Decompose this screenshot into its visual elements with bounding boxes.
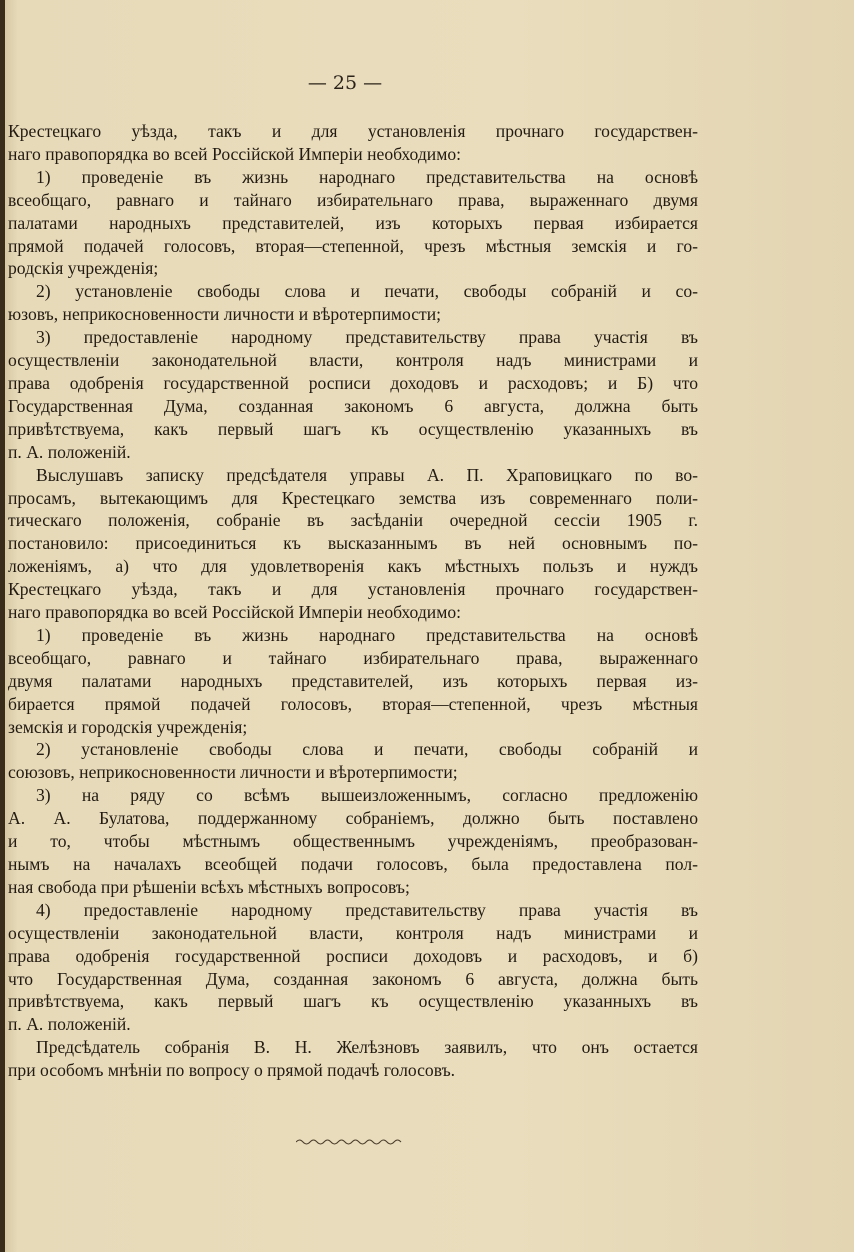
- text-line: 3) на ряду со всѣмъ вышеизложеннымъ, согласно предложенію: [36, 785, 698, 806]
- text-line: привѣтствуема, какъ первый шагъ къ осуществленію указанныхъ въ: [8, 418, 698, 439]
- text-line: 1) проведеніе въ жизнь народнаго представительства на основѣ: [36, 166, 698, 187]
- text-line: ная свобода при рѣшеніи всѣхъ мѣстныхъ вопросовъ;: [8, 876, 410, 897]
- text-line: родскія учрежденія;: [8, 258, 159, 279]
- text-line: 1) проведеніе въ жизнь народнаго представительства на основѣ: [36, 624, 698, 645]
- text-line: привѣтствуема, какъ первый шагъ къ осуществленію указанныхъ въ: [8, 991, 698, 1012]
- text-line: тическаго положенія, собраніе въ засѣданіи очередной сессіи 1905 г.: [8, 510, 698, 531]
- text-line: постановило: присоединиться къ высказаннымъ въ ней основнымъ по-: [8, 533, 698, 554]
- page-number: — 25 —: [307, 72, 383, 94]
- text-line: права одобренія государственной росписи доходовъ и расходовъ; и Б) что: [8, 372, 698, 393]
- text-line: 4) предоставленіе народному представительству права участія въ: [36, 899, 698, 920]
- text-line: 2) установленіе свободы слова и печати, свободы собраній и со-: [36, 281, 698, 302]
- text-line: Государственная Дума, созданная закономъ 6 августа, должна быть: [8, 395, 698, 416]
- text-line: Выслушавъ записку предсѣдателя управы А. П. Храповицкаго по во-: [36, 464, 698, 485]
- page-text-body: [8, 120, 698, 1082]
- text-line: всеобщаго, равнаго и тайнаго избирательнаго права, выраженнаго: [8, 647, 698, 668]
- text-line: союзовъ, неприкосновенности личности и вѣротерпимости;: [8, 762, 458, 783]
- page-binding-edge: [0, 0, 5, 1252]
- text-line: Крестецкаго уѣзда, такъ и для установленія прочнаго государствен-: [8, 579, 698, 600]
- text-line: палатами народныхъ представителей, изъ которыхъ первая избирается: [8, 212, 698, 233]
- text-line: Предсѣдатель собранія В. Н. Желѣзновъ заявилъ, что онъ остается: [36, 1037, 698, 1058]
- text-line: просамъ, вытекающимъ для Крестецкаго земства изъ современнаго поли-: [8, 487, 698, 508]
- text-line: п. А. положеній.: [8, 1014, 131, 1035]
- text-line: нымъ на началахъ всеобщей подачи голосовъ, была предоставлена пол-: [8, 854, 698, 874]
- text-line: права одобренія государственной росписи доходовъ и расходовъ, и б): [8, 945, 698, 966]
- text-line: двумя палатами народныхъ представителей, изъ которыхъ первая из-: [8, 670, 698, 691]
- text-line: всеобщаго, равнаго и тайнаго избирательнаго права, выраженнаго двумя: [8, 189, 698, 210]
- text-line: А. А. Булатова, поддержанному собраніемъ, должно быть поставлено: [8, 808, 698, 829]
- text-line: бирается прямой подачей голосовъ, вторая—степенной, чрезъ мѣстныя: [8, 693, 698, 714]
- ornamental-divider: [296, 1138, 402, 1146]
- text-line: 2) установленіе свободы слова и печати, свободы собраній и: [36, 739, 698, 760]
- text-line: земскія и городскія учрежденія;: [8, 716, 248, 737]
- text-line: ложеніямъ, а) что для удовлетворенія какъ мѣстныхъ пользъ и нуждъ: [8, 556, 698, 577]
- text-line: прямой подачей голосовъ, вторая—степенной, чрезъ мѣстныя земскія и го-: [8, 235, 698, 256]
- text-line: и то, чтобы мѣстнымъ общественнымъ учрежденіямъ, преобразован-: [8, 831, 698, 852]
- text-line: юзовъ, неприкосновенности личности и вѣротерпимости;: [8, 304, 442, 325]
- text-line: п. А. положеній.: [8, 441, 131, 462]
- text-line: осуществленіи законодательной власти, контроля надъ министрами и: [8, 350, 698, 371]
- text-line: Крестецкаго уѣзда, такъ и для установленія прочнаго государствен-: [8, 121, 698, 141]
- text-line: осуществленіи законодательной власти, контроля надъ министрами и: [8, 922, 698, 943]
- text-line: наго правопорядка во всей Россійской Имперіи необходимо:: [8, 143, 462, 164]
- text-line: при особомъ мнѣніи по вопросу о прямой подачѣ голосовъ.: [8, 1060, 456, 1081]
- text-line: наго правопорядка во всей Россійской Имперіи необходимо:: [8, 602, 462, 623]
- text-line: 3) предоставленіе народному представительству права участія въ: [36, 327, 698, 348]
- text-line: что Государственная Дума, созданная закономъ 6 августа, должна быть: [8, 968, 698, 989]
